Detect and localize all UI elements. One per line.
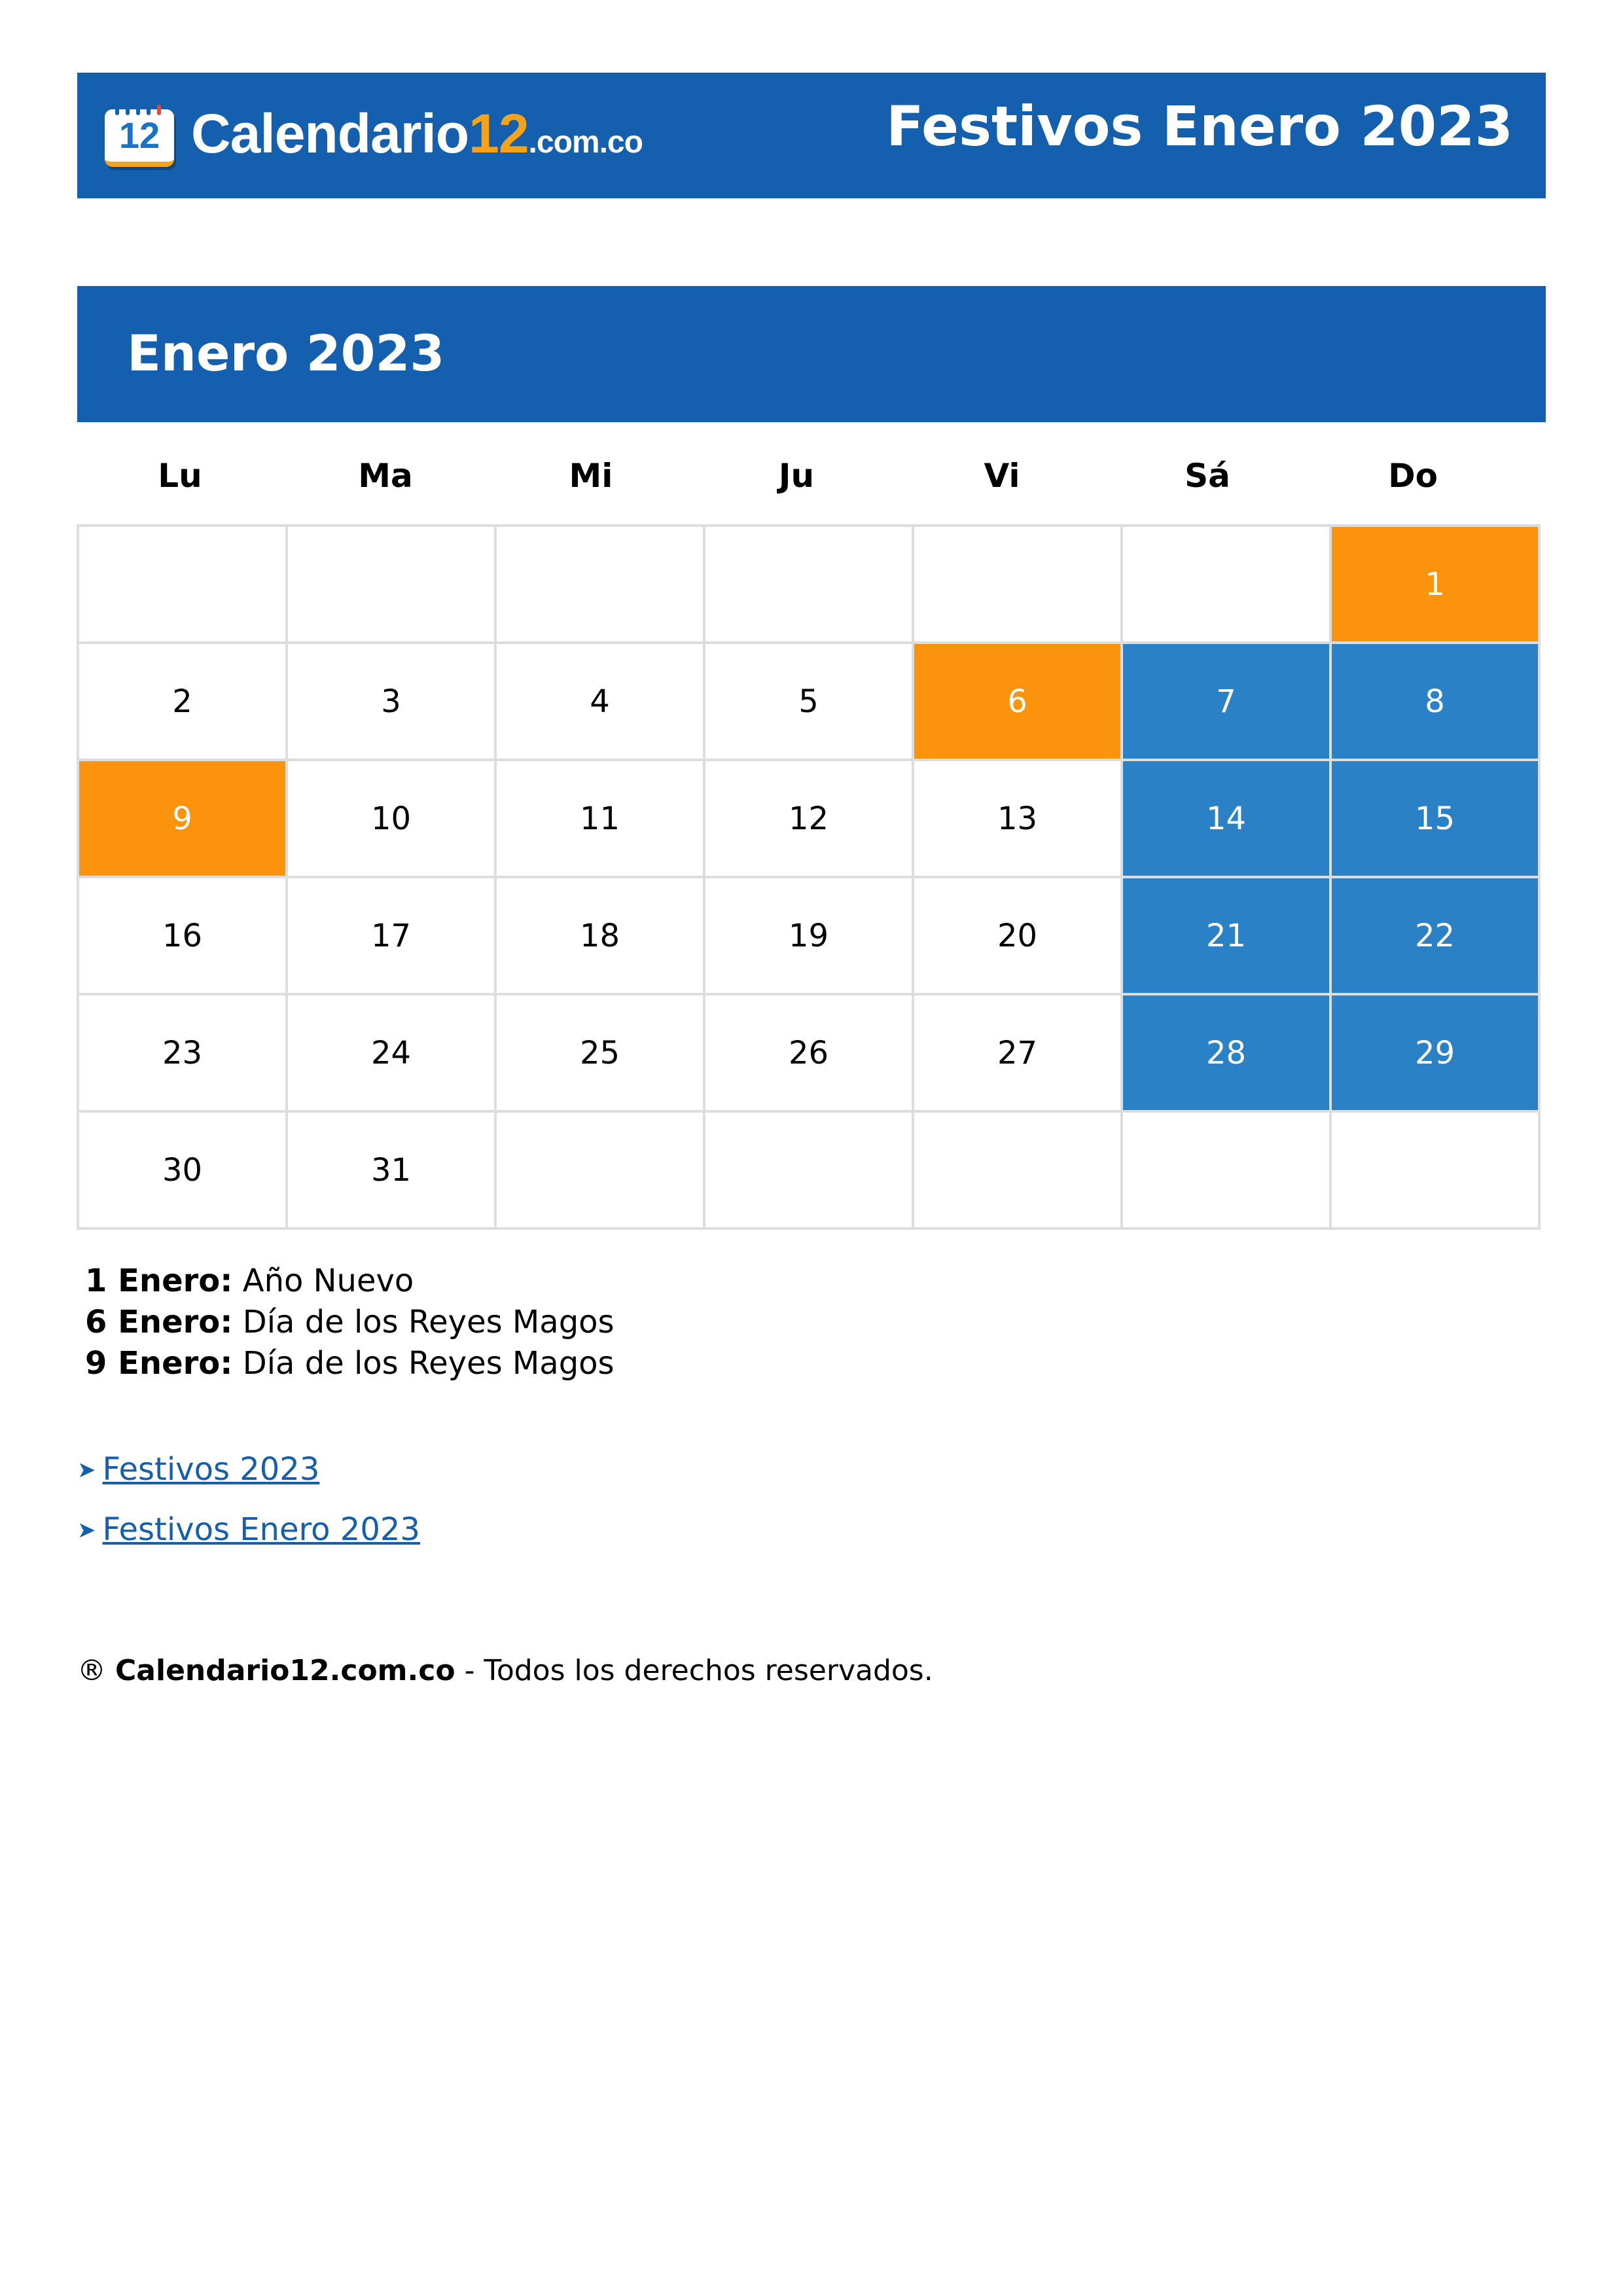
logo-wordmark-main: Calendario (191, 103, 469, 164)
day-cell[interactable]: 4 (497, 644, 705, 761)
weekday-label: Vi (984, 457, 1020, 495)
holiday-name: Año Nuevo (242, 1263, 414, 1299)
link-row (77, 1507, 420, 1553)
day-cell[interactable]: 12 (705, 761, 914, 878)
related-links (77, 1446, 420, 1567)
logo-wordmark-accent: 12 (469, 103, 529, 164)
day-cell[interactable]: 22 (1332, 878, 1541, 996)
link-festivos-1[interactable]: Festivos Enero 2023 (102, 1511, 420, 1548)
day-cell[interactable]: 23 (79, 996, 288, 1113)
day-cell[interactable]: 16 (79, 878, 288, 996)
weekday-label: Lu (158, 457, 202, 495)
arrow-right-icon: ➤ (77, 1517, 96, 1543)
holiday-item (85, 1302, 615, 1343)
empty-day-cell (79, 527, 288, 644)
day-cell[interactable]: 28 (1123, 996, 1332, 1113)
day-cell[interactable]: 24 (288, 996, 497, 1113)
footer (77, 1649, 933, 1693)
empty-day-cell (705, 527, 914, 644)
day-cell[interactable]: 13 (914, 761, 1123, 878)
day-cell[interactable]: 3 (288, 644, 497, 761)
calendar-icon (105, 109, 174, 167)
empty-day-cell (1123, 527, 1332, 644)
arrow-right-icon: ➤ (77, 1457, 96, 1483)
weekday-label: Ma (358, 457, 413, 495)
day-cell[interactable]: 21 (1123, 878, 1332, 996)
site-logo[interactable] (105, 105, 643, 171)
month-title: Enero 2023 (127, 324, 445, 382)
holiday-date: 1 Enero: (85, 1263, 233, 1299)
day-cell[interactable]: 26 (705, 996, 914, 1113)
holiday-item (85, 1261, 615, 1302)
day-cell[interactable]: 8 (1332, 644, 1541, 761)
weekday-label: Mi (569, 457, 613, 495)
holiday-name: Día de los Reyes Magos (242, 1345, 615, 1382)
logo-wordmark-tld: .com.co (528, 125, 643, 160)
empty-day-cell (705, 1113, 914, 1230)
day-cell[interactable]: 11 (497, 761, 705, 878)
day-cell[interactable]: 7 (1123, 644, 1332, 761)
weekday-header-row (77, 440, 1517, 512)
day-cell[interactable]: 31 (288, 1113, 497, 1230)
calendar-grid (77, 524, 1541, 1230)
holiday-day-cell[interactable]: 9 (79, 761, 288, 878)
empty-day-cell (288, 527, 497, 644)
day-cell[interactable]: 29 (1332, 996, 1541, 1113)
empty-day-cell (1123, 1113, 1332, 1230)
weekday-label: Sá (1185, 457, 1230, 495)
day-cell[interactable]: 20 (914, 878, 1123, 996)
day-cell[interactable]: 2 (79, 644, 288, 761)
footer-brand: Calendario12.com.co (115, 1654, 455, 1687)
link-festivos-0[interactable]: Festivos 2023 (102, 1451, 320, 1488)
holiday-item (85, 1343, 615, 1384)
empty-day-cell (914, 527, 1123, 644)
empty-day-cell (914, 1113, 1123, 1230)
holiday-date: 6 Enero: (85, 1304, 233, 1340)
day-cell[interactable]: 14 (1123, 761, 1332, 878)
page-title: Festivos Enero 2023 (886, 94, 1513, 158)
day-cell[interactable]: 5 (705, 644, 914, 761)
holiday-date: 9 Enero: (85, 1345, 233, 1382)
empty-day-cell (1332, 1113, 1541, 1230)
empty-day-cell (497, 1113, 705, 1230)
day-cell[interactable]: 25 (497, 996, 705, 1113)
day-cell[interactable]: 19 (705, 878, 914, 996)
logo-icon-number: 12 (118, 115, 160, 156)
holiday-day-cell[interactable]: 1 (1332, 527, 1541, 644)
weekday-label: Ju (778, 457, 815, 495)
holiday-list (85, 1261, 615, 1384)
day-cell[interactable]: 17 (288, 878, 497, 996)
day-cell[interactable]: 18 (497, 878, 705, 996)
holiday-day-cell[interactable]: 6 (914, 644, 1123, 761)
day-cell[interactable]: 15 (1332, 761, 1541, 878)
day-cell[interactable]: 27 (914, 996, 1123, 1113)
footer-text: - Todos los derechos reservados. (464, 1654, 933, 1687)
link-row (77, 1446, 420, 1493)
holiday-name: Día de los Reyes Magos (242, 1304, 615, 1340)
weekday-label: Do (1388, 457, 1438, 495)
day-cell[interactable]: 10 (288, 761, 497, 878)
day-cell[interactable]: 30 (79, 1113, 288, 1230)
top-header (77, 73, 1546, 198)
logo-wordmark (191, 101, 643, 175)
month-banner (77, 286, 1546, 422)
registered-symbol: ® (77, 1654, 106, 1687)
empty-day-cell (497, 527, 705, 644)
